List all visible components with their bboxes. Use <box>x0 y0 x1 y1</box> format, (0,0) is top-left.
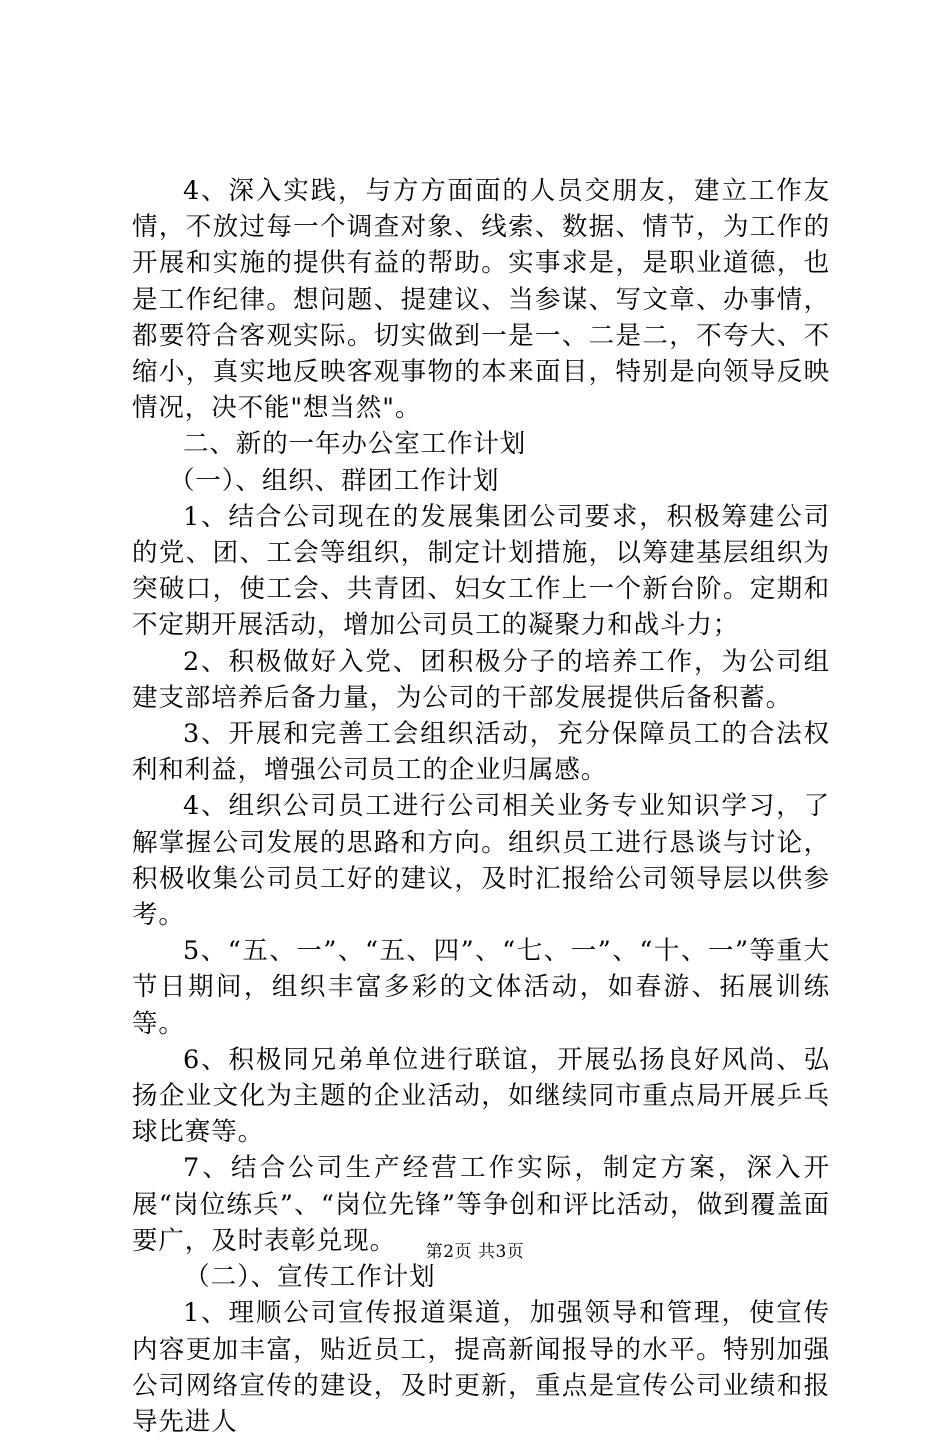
paragraph-item-5: 5、“五、一”、“五、四”、“七、一”、“十、一”等重大节日期间，组织丰富多彩的文体活动，如春游、拓展训练等。 <box>132 936 830 1039</box>
paragraph-publicity-item-1: 1、理顺公司宣传报道渠道，加强领导和管理，使宣传内容更加丰富，贴近员工，提高新闻报导的水平。特别加强公司网络宣传的建设，及时更新，重点是宣传公司业绩和报导先进人 <box>132 1298 830 1437</box>
paragraph-item-4: 4、组织公司员工进行公司相关业务专业知识学习，了解掌握公司发展的思路和方向。组织员工进行恳谈与讨论，积极收集公司员工好的建议，及时汇报给公司领导层以供参考。 <box>132 791 830 931</box>
paragraph-item-6: 6、积极同兄弟单位进行联谊，开展弘扬良好风尚、弘扬企业文化为主题的企业活动，如继续同市重点局开展乒乓球比赛等。 <box>132 1044 830 1148</box>
subsection-heading-organization: （一）、组织、群团工作计划 <box>168 465 500 496</box>
paragraph-item-1: 1、结合公司现在的发展集团公司要求，积极筹建公司的党、团、工会等组织，制定计划措施，以筹建基层组织为突破口，使工会、共青团、妇女工作上一个新台阶。定期和不定期开展活动，增加公司员工的凝聚力和战斗力； <box>132 501 830 641</box>
paragraph-practice: 4、深入实践，与方方面面的人员交朋友，建立工作友情，不放过每一个调查对象、线索、数据、情节，为工作的开展和实施的提供有益的帮助。实事求是，是职业道德，也是工作纪律。想问题、提建议、当参谋、写文章、办事情，都要符合客观实际。切实做到一是一、二是二，不夸大、不缩小，真实地反映客观事物的本来面目，特别是向领导反映情况，决不能"想当然"。 <box>132 176 830 424</box>
paragraph-item-2: 2、积极做好入党、团积极分子的培养工作，为公司组建支部培养后备力量，为公司的干部发展提供后备积蓄。 <box>132 646 830 713</box>
paragraph-item-7: 7、结合公司生产经营工作实际，制定方案，深入开展“岗位练兵”、“岗位先锋”等争创和评比活动，做到覆盖面要广，及时表彰兑现。 <box>132 1153 830 1256</box>
section-heading-work-plan: 二、新的一年办公室工作计划 <box>183 429 527 460</box>
paragraph-item-3: 3、开展和完善工会组织活动，充分保障员工的合法权利和利益，增强公司员工的企业归属感。 <box>132 719 830 786</box>
page-number-footer: 第2页 共3页 <box>425 1242 525 1262</box>
subsection-heading-publicity: （二）、宣传工作计划 <box>184 1262 436 1293</box>
